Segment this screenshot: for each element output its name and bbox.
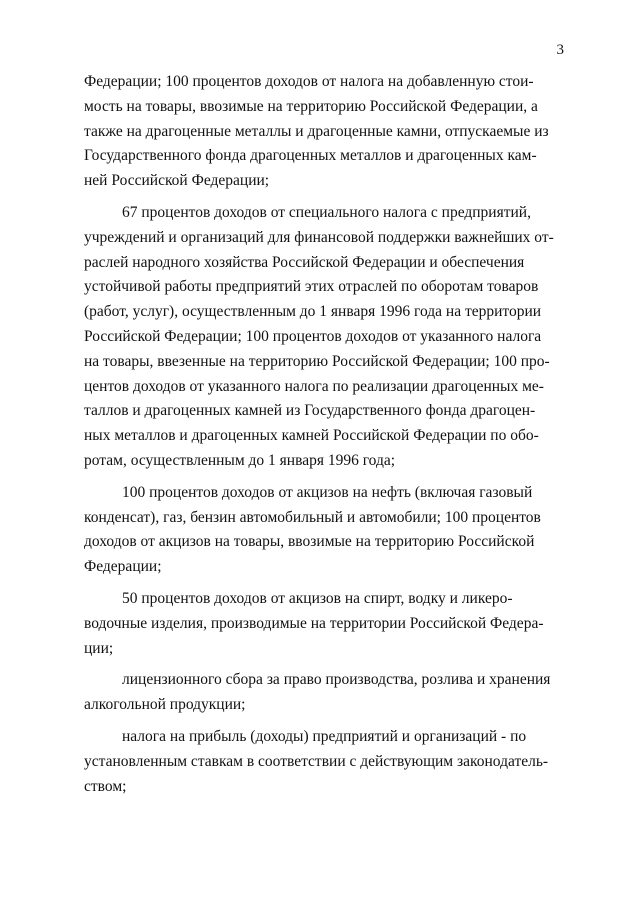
text-line: Федерации; 100 процентов доходов от налога на добавленную стои-: [84, 73, 534, 90]
text-line: 67 процентов доходов от специального налога с предприятий,: [122, 203, 531, 221]
text-line: центов доходов от указанного налога по реализации драгоценных ме-: [84, 377, 544, 395]
text-line: на товары, ввезенные на территорию Российской Федерации; 100 про-: [84, 352, 550, 370]
paragraph-2: [84, 201, 564, 474]
text-line: ных металлов и драгоценных камней Российской Федерации по обо-: [84, 427, 539, 445]
text-line: налога на прибыль (доходы) предприятий и организаций - по: [122, 727, 527, 745]
text-line: лицензионного сбора за право производства, розлива и хранения: [122, 671, 551, 689]
text-line: конденсат), газ, бензин автомобильный и автомобили; 100 процентов: [84, 508, 541, 526]
text-line: установленным ставкам в соответствии с действующим законодатель-: [84, 752, 549, 770]
text-line: устойчивой работы предприятий этих отраслей по оборотам товаров: [84, 278, 539, 296]
text-line: ней Российской Федерации;: [84, 172, 270, 190]
text-line: ротам, осуществленным до 1 января 1996 года;: [84, 451, 396, 469]
text-line: доходов от акцизов на товары, ввозимые на территорию Российской: [84, 533, 535, 551]
text-line: мость на товары, ввозимые на территорию Российской Федерации, а: [84, 97, 538, 115]
text-line: Российской Федерации; 100 процентов доходов от указанного налога: [84, 327, 542, 345]
text-line: учреждений и организаций для финансовой поддержки важнейших от-: [84, 228, 554, 246]
paragraph-4: [84, 587, 564, 661]
text-line: раслей народного хозяйства Российской Федерации и обеспечения: [84, 253, 525, 271]
text-line: ции;: [84, 639, 114, 657]
text-line: 50 процентов доходов от акцизов на спирт, водку и ликеро-: [122, 589, 513, 607]
paragraph-1: [84, 70, 564, 194]
text-line: 100 процентов доходов от акцизов на нефть (включая газовый: [122, 483, 533, 501]
text-line: таллов и драгоценных камней из Государственного фонда драгоцен-: [84, 402, 536, 420]
text-line: также на драгоценные металлы и драгоценные камни, отпускаемые из: [84, 122, 549, 140]
text-line: водочные изделия, производимые на территории Российской Федера-: [84, 614, 544, 632]
paragraph-5: [84, 668, 564, 718]
page-number: 3: [556, 42, 564, 58]
text-line: Федерации;: [84, 558, 162, 576]
text-line: (работ, услуг), осуществленным до 1 января 1996 года на территории: [84, 303, 542, 321]
text-line: ством;: [84, 777, 127, 795]
paragraph-3: [84, 481, 564, 580]
paragraph-6: [84, 725, 564, 799]
text-line: Государственного фонда драгоценных металлов и драгоценных кам-: [84, 147, 537, 165]
text-line: алкогольной продукции;: [84, 696, 246, 714]
document-body: [84, 70, 564, 799]
